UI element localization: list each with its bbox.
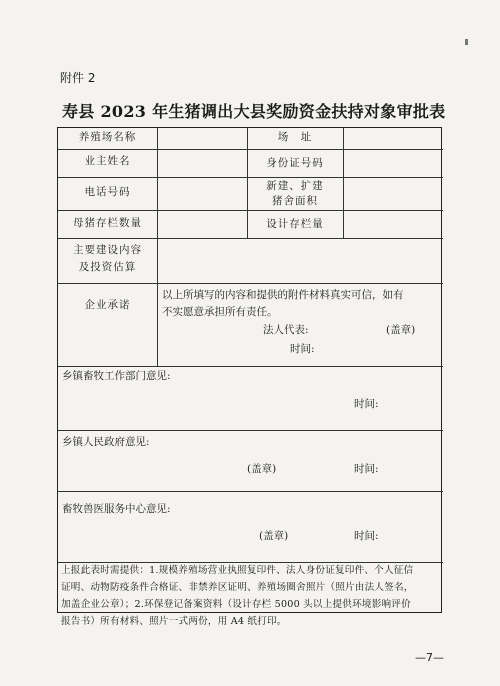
town-bureau-label: 乡镇畜牧工作部门意见: — [62, 370, 171, 382]
town-gov-time: 时间: — [354, 463, 379, 475]
note-line-4: 报告书）所有材料、照片一式两份，用 A4 纸打印。 — [61, 616, 287, 627]
scan-mark — [465, 39, 468, 45]
pledge-label: 企业承诺 — [84, 299, 131, 311]
approval-form-table — [57, 127, 442, 627]
attachment-label: 附件 2 — [60, 71, 96, 85]
town-gov-label: 乡镇人民政府意见: — [62, 436, 150, 448]
id-number-label: 身份证号码 — [266, 157, 324, 169]
service-center-label: 畜牧兽医服务中心意见: — [62, 503, 171, 515]
note-line-2: 证明、动物防疫条件合格证、非禁养区证明、养殖场圈舍照片（照片由法人签名， — [61, 582, 414, 593]
page-title: 寿县 2023 年生猪调出大县奖励资金扶持对象审批表 — [62, 102, 446, 121]
phone-label: 电话号码 — [84, 186, 131, 198]
town-bureau-time: 时间: — [354, 398, 379, 410]
pen-area-label-1: 新建、扩建 — [266, 180, 324, 192]
site-label: 场 址 — [277, 131, 313, 143]
pledge-time: 时间: — [290, 343, 315, 355]
design-stock-label: 设计存栏量 — [266, 218, 324, 230]
construction-label-2: 及投资估算 — [78, 261, 137, 273]
pledge-line-1: 以上所填写的内容和提供的附件材料真实可信，如有 — [162, 289, 404, 301]
sow-stock-label: 母猪存栏数量 — [73, 217, 142, 229]
owner-name-label: 业主姓名 — [84, 155, 131, 167]
farm-name-label: 养殖场名称 — [78, 131, 137, 143]
service-center-seal: (盖章) — [259, 530, 289, 542]
legal-rep-label: 法人代表: — [263, 324, 309, 336]
note-line-3: 加盖企业公章）；2.环保登记备案资料（设计存栏 5000 头以上提供环境影响评价 — [61, 599, 411, 610]
town-gov-seal: (盖章) — [247, 463, 277, 475]
service-center-time: 时间: — [354, 530, 379, 542]
pledge-seal: (盖章) — [386, 324, 416, 336]
page-number: —7— — [415, 651, 444, 664]
construction-label-1: 主要建设内容 — [73, 244, 142, 256]
note-line-1: 上报此表时需提供：1.规模养殖场营业执照复印件、法人身份证复印件、个人征信 — [61, 565, 414, 576]
pledge-line-2: 不实愿意承担所有责任。 — [162, 306, 278, 318]
pen-area-label-2: 猪舍面积 — [272, 195, 318, 207]
